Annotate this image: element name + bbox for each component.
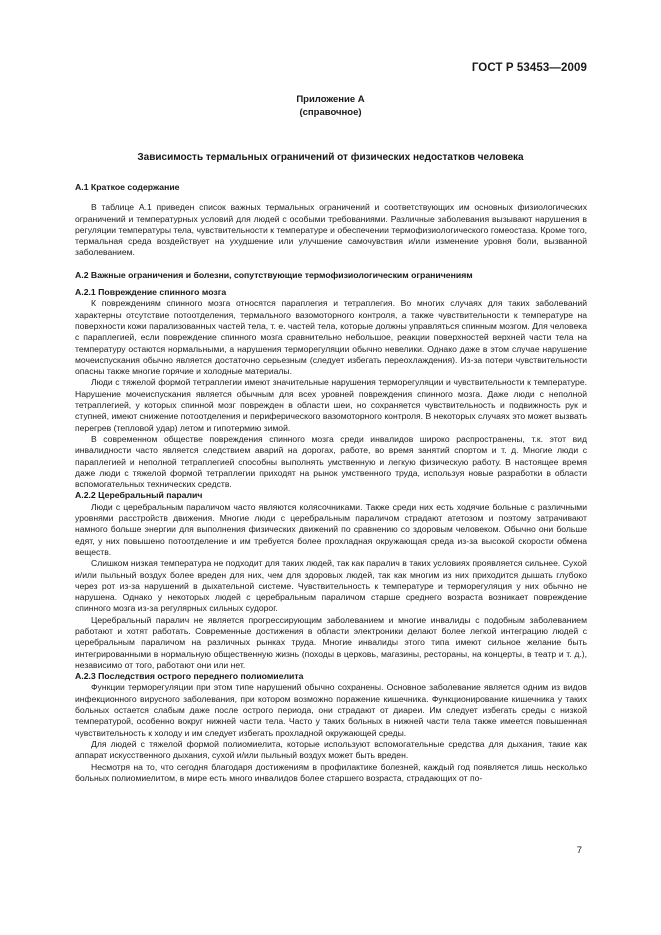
subsection-heading-a2-2: А.2.2 Церебральный паралич xyxy=(75,490,203,501)
paragraph: Церебральный паралич не является прогрессирующим заболеванием и многие инвалиды с подобным заболеванием работают и хотят работать. Современные достижения в области электроники делают более легкой интеграцию людей с церебральным параличом на различных рынках труда. Многие инвалиды этого типа имеют сильное желание быть интегрированными в нормальную общественную жизнь (походы в церковь, магазины, рестораны, на концерты, в театр и т. д.), независимо от того, работают они или нет. xyxy=(75,614,587,670)
paragraph: Слишком низкая температура не подходит для таких людей, так как паралич в таких условиях проявляется сильнее. Сухой и/или пыльный воздух более вреден для них, чем для здоровых людей, так как многим из них приходится дышать глубоко через рот из-за нарушений в дыхательной системе. Чувствительность к температуре и терморегуляция у них обычно не нарушена. Однако у некоторых людей с церебральным параличом старше среднего возраста возникает повреждение спинного мозга из-за регулярных сильных судорог. xyxy=(75,558,587,614)
page-number: 7 xyxy=(576,845,582,856)
paragraph: В таблице А.1 приведен список важных термальных ограничений и соответствующих им основных физиологических ограничений и температурных условий для людей с особыми требованиями. Различные заболевания вызывают нарушения в регуляции температуры тела, чувствительности к температуре и обеспечении термофизиологического гомеостаза. Кроме того, термальная среда воздействует на ухудшение или улучшение самочувствия и/или изменение уровня боли, вызванной заболеванием. xyxy=(75,202,587,258)
paragraph: Несмотря на то, что сегодня благодаря достижениям в профилактике болезней, каждый год появляется лишь несколько больных полиомиелитом, в мире есть много инвалидов более старшего возраста, страдающих от по- xyxy=(75,761,587,783)
subsection-heading-a2-1: А.2.1 Повреждение спинного мозга xyxy=(75,287,227,298)
subsection-heading-a2-3: А.2.3 Последствия острого переднего полиомиелита xyxy=(75,671,304,682)
paragraph: Люди с тяжелой формой тетраплегии имеют значительные нарушения терморегуляции и чувствительности к температуре. Нарушение мочеиспускания является обычным для всех уровней повреждения спинного мозга. Даже люди с неполной тетраплегией, у которых спинной мозг поврежден в области шеи, но сохраняется чувствительность и подвижность рук и ступней, имеют снижение потоотделения и периферического вазомоторного контроля. В некоторых случаях это может вызвать перегрев (тепловой удар) летом и гипотермию зимой. xyxy=(75,377,587,433)
paragraph: Люди с церебральным параличом часто являются колясочниками. Также среди них есть ходячие больные с различными уровнями расстройств движения. Многие люди с церебральным параличом страдают атетозом и поэтому затрачивают намного больше энергии для выполнения физических движений по сравнению со здоровым человеком. Обычно они больше едят, у них повышено потоотделение и им требуется более прохладная окружающая среда из-за высокой скорости обмена веществ. xyxy=(75,501,587,557)
body-text xyxy=(75,182,587,784)
standard-number: ГОСТ Р 53453—2009 xyxy=(471,62,587,74)
appendix-title: Приложение А xyxy=(296,94,365,105)
section-heading-a2: А.2 Важные ограничения и болезни, сопутствующие термофизиологическим ограничениям xyxy=(75,269,473,280)
paragraph: Функции терморегуляции при этом типе нарушений обычно сохранены. Основное заболевание является одним из видов инфекционного вирусного заболевания, при котором возможно поражение кишечника. Функционирование кишечника у таких больных остается слабым даже после острого периода, они страдают от диареи. Им следует избегать среды с низкой температурой, особенно вокруг нижней части тела. Часто у таких больных в нижней части тела также имеется повышенная чувствительность к холоду и им следует избегать прохладной окружающей среды. xyxy=(75,682,587,738)
document-title: Зависимость термальных ограничений от физических недостатков человека xyxy=(137,152,524,163)
paragraph: Для людей с тяжелой формой полиомиелита, которые используют вспомогательные средства для дыхания, такие как аппарат искусственного дыхания, сухой и/или пыльный воздух может быть вреден. xyxy=(75,738,587,761)
appendix-note: (справочное) xyxy=(299,107,362,118)
paragraph: К повреждениям спинного мозга относятся параплегия и тетраплегия. Во многих случаях для таких заболеваний характерны отсутствие потоотделения, термального вазомоторного контроля, а также чувствительности к температуре на поверхности кожи парализованных частей тела, т. е. частей тела, которые должны управляться спинным мозгом. Для человека с параплегией, если повреждение спинного мозга сравнительно небольшое, реакции поверхностей верхней части тела на температуру остаются нормальными, а нарушения терморегуляции обычно невелики. Однако даже в этом случае нарушение мочеиспускания обычно является достаточно серьезным (следует избегать переохлаждения). Из-за потери чувствительности опасны также многие горячие и холодные материалы. xyxy=(75,298,587,377)
section-heading-a1: А.1 Краткое содержание xyxy=(75,182,180,192)
paragraph: В современном обществе повреждения спинного мозга среди инвалидов широко распространены, т.к. этот вид инвалидности часто является следствием аварий на дорогах, работе, во время занятий спортом и т. д. Многие люди с параплегией и неполной тетраплегией способны выполнять умственную и легкую физическую работу. В настоящее время даже люди с тяжелой формой тетраплегии приходят на рынок умственного труда, используя новые разработки в области вспомогательных технических средств. xyxy=(75,433,587,490)
appendix-heading xyxy=(0,93,661,119)
